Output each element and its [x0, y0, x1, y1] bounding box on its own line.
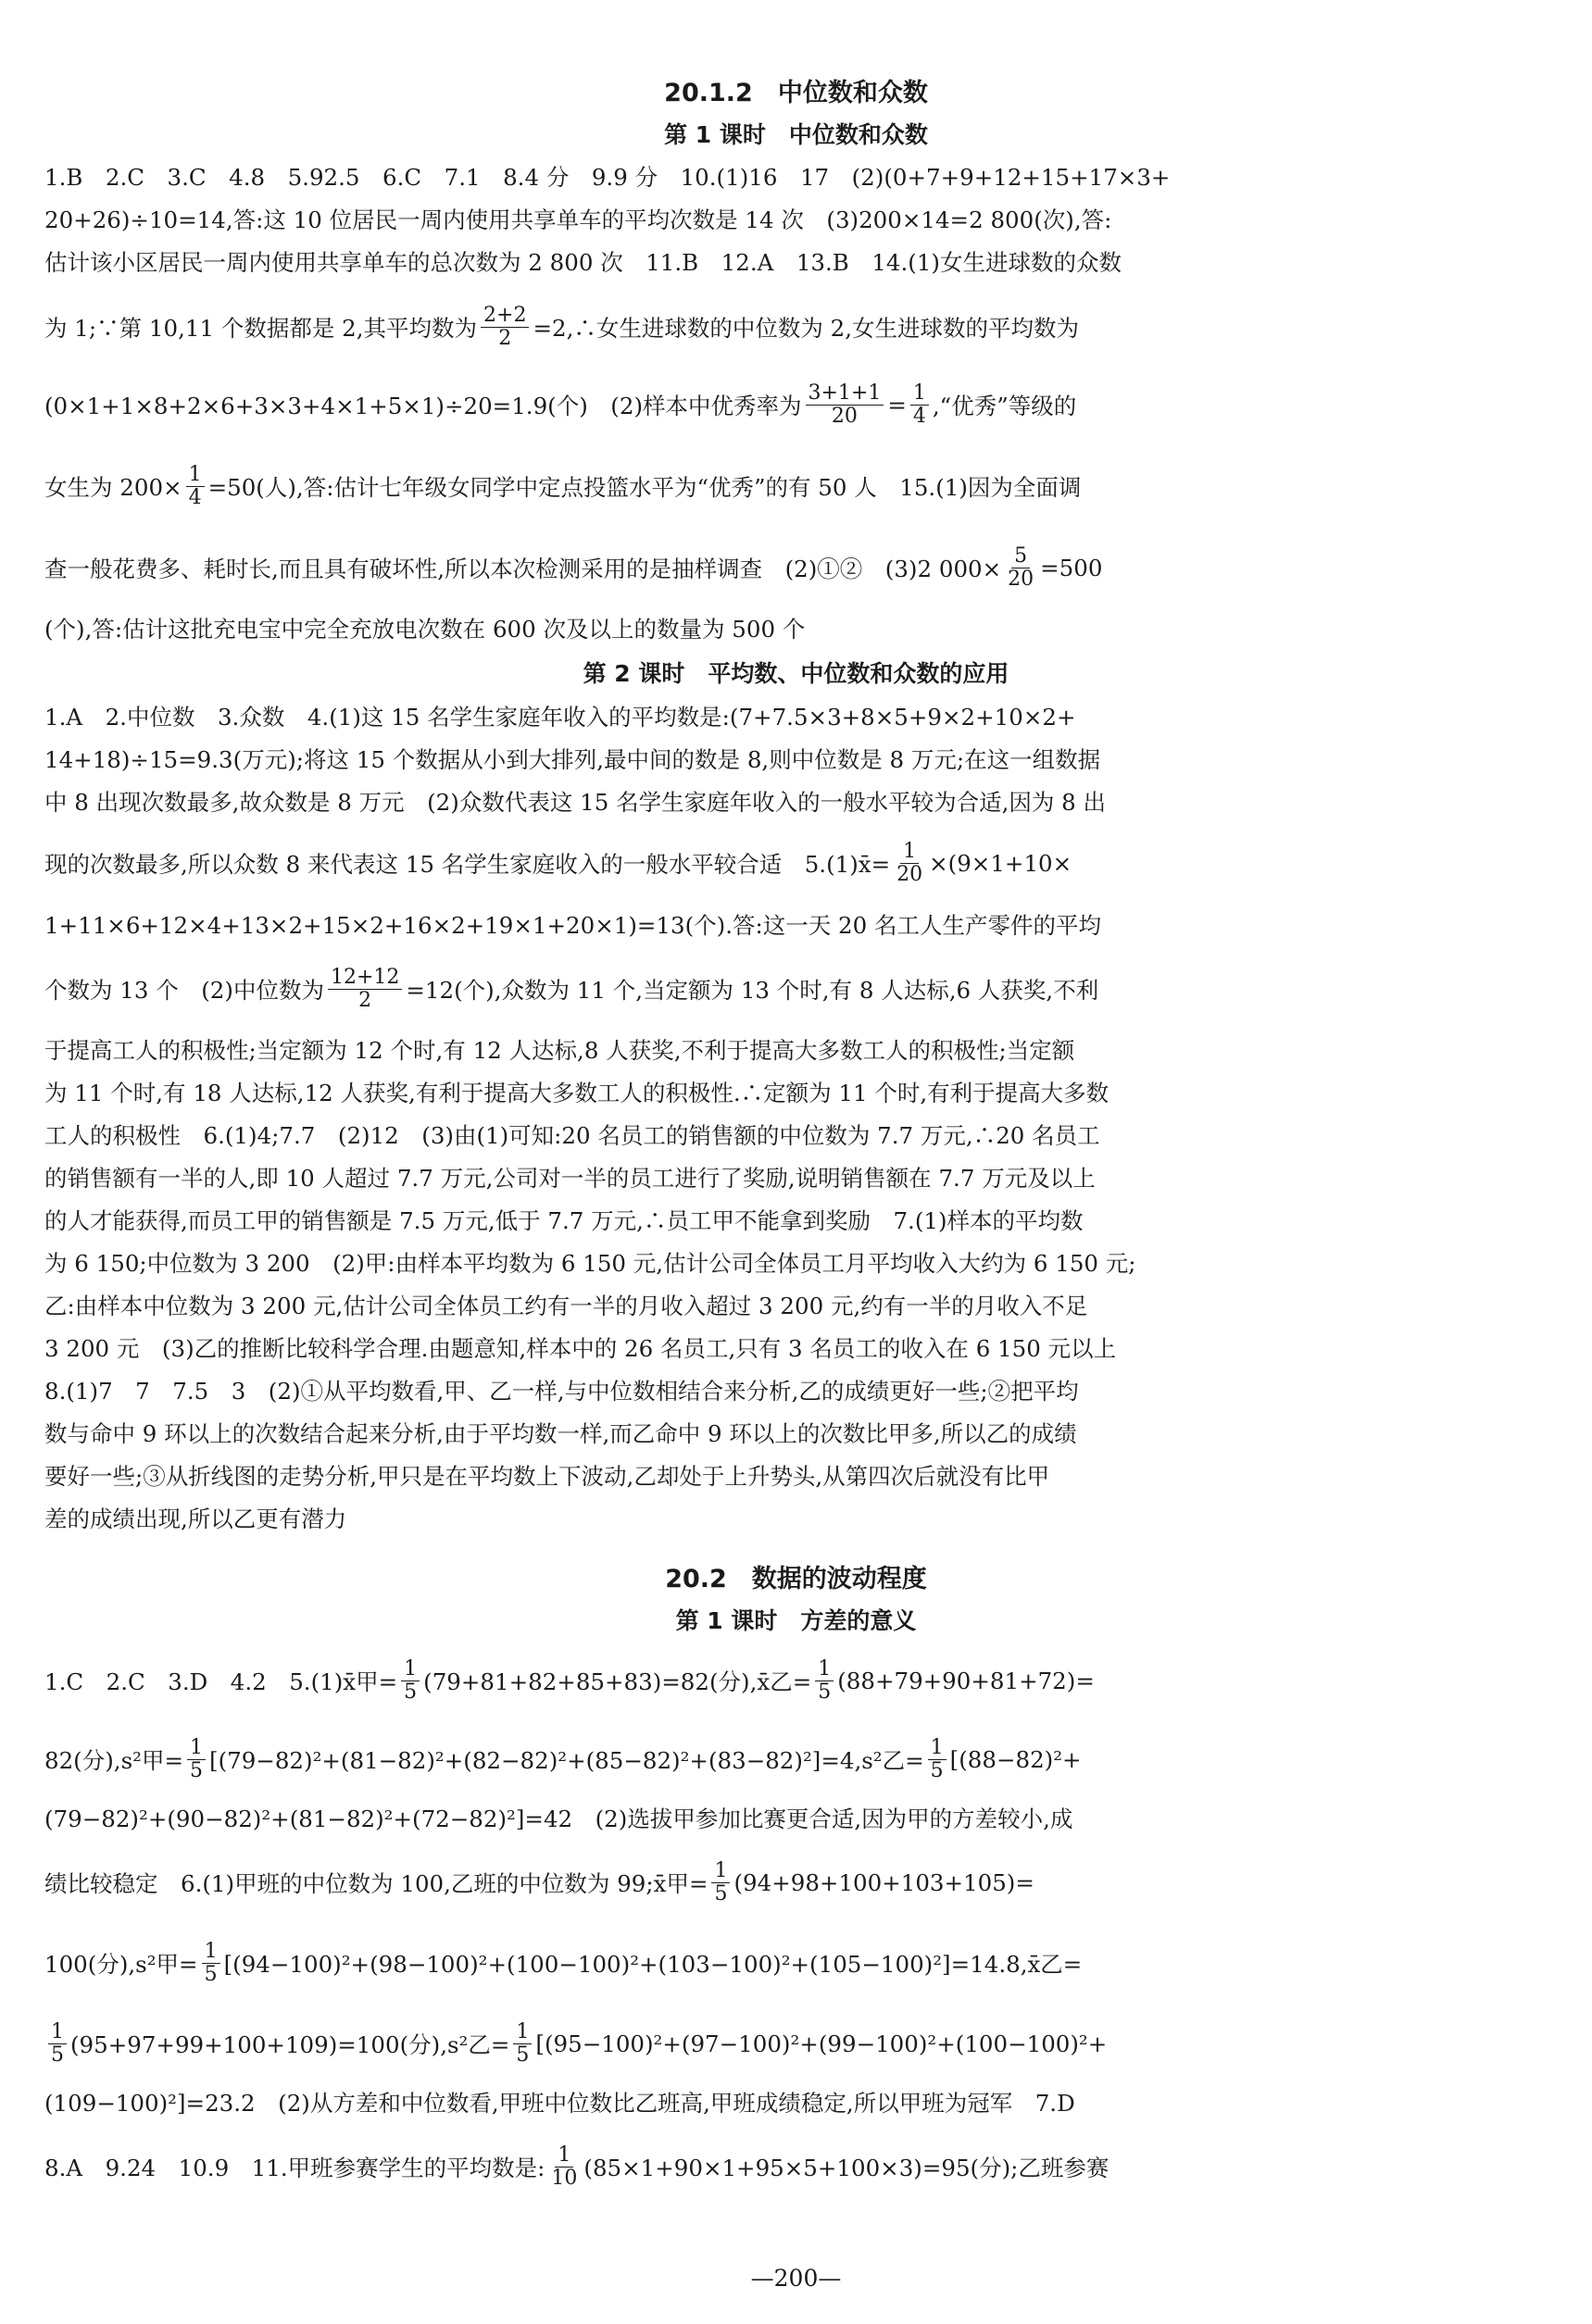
- text-segment: 8.A 9.24 10.9 11.甲班参赛学生的平均数是:: [44, 2154, 545, 2181]
- text-line: 1.B 2.C 3.C 4.8 5.92.5 6.C 7.1 8.4 分 9.9 分 10.(1)16 17 (2)(0+7+9+12+15+17×3+: [44, 164, 1171, 191]
- lesson-title-2: 第 2 课时 平均数、中位数和众数的应用: [583, 660, 1009, 687]
- denominator: 5: [714, 1881, 728, 1905]
- numerator: 1: [555, 2144, 573, 2167]
- text-line: 1.A 2.中位数 3.众数 4.(1)这 15 名学生家庭年收入的平均数是:(7+7.5×3+8×5+9×2+10×2+: [44, 704, 1076, 731]
- numerator: 2+2: [481, 305, 529, 327]
- fraction: [513, 2021, 532, 2065]
- text-segment: [(94−100)²+(98−100)²+(100−100)²+(103−100)²+(105−100)²]=14.8,x̄乙=: [223, 1950, 1083, 1978]
- denominator: 5: [204, 1962, 218, 1986]
- text-line: 数与命中 9 环以上的次数结合起来分析,由于平均数一样,而乙命中 9 环以上的次数比甲多,所以乙的成绩: [44, 1420, 1077, 1447]
- denominator: 5: [190, 1758, 204, 1782]
- text-segment: 绩比较稳定 6.(1)甲班的中位数为 100,乙班的中位数为 99;x̄甲=: [44, 1869, 708, 1897]
- lesson-title-1: 第 1 课时 中位数和众数: [664, 121, 928, 148]
- fraction: [910, 382, 929, 426]
- text-line: 乙:由样本中位数为 3 200 元,估计公司全体员工约有一半的月收入超过 3 200 元,约有一半的月收入不足: [44, 1293, 1088, 1319]
- text-line: 的人才能获得,而员工甲的销售额是 7.5 万元,低于 7.7 万元,∴员工甲不能拿到奖励 7.(1)样本的平均数: [44, 1207, 1084, 1234]
- text-line-with-fraction: [44, 831, 1489, 895]
- text-line-with-fraction: [44, 454, 1489, 519]
- text-line-with-fraction: [44, 535, 1489, 600]
- fraction: [894, 841, 925, 884]
- fraction: [481, 305, 529, 348]
- text-line: (79−82)²+(90−82)²+(81−82)²+(72−82)²]=42 (2)选拔甲参加比赛更合适,因为甲的方差较小,成: [44, 1805, 1073, 1832]
- text-line: 8.(1)7 7 7.5 3 (2)①从平均数看,甲、乙一样,与中位数相结合来分析,乙的成绩更好一些;②把平均: [44, 1378, 1079, 1405]
- lesson-title-variance: 第 1 课时 方差的意义: [675, 1607, 917, 1634]
- page-number: —200—: [750, 2265, 842, 2292]
- denominator: 10: [551, 2166, 578, 2190]
- denominator: 4: [188, 485, 202, 509]
- numerator: 1: [186, 464, 205, 486]
- fraction: [1005, 545, 1036, 589]
- text-line: 中 8 出现次数最多,故众数是 8 万元 (2)众数代表这 15 名学生家庭年收入的一般水平较为合适,因为 8 出: [44, 789, 1107, 816]
- text-line-with-fraction: [44, 1850, 1489, 1915]
- text-line-with-fraction: [44, 1930, 1489, 1995]
- denominator: 20: [831, 404, 858, 428]
- denominator: 5: [516, 2043, 530, 2067]
- text-line-with-fraction: [44, 956, 1489, 1021]
- text-line-with-fraction: [44, 2134, 1489, 2199]
- text-segment: (0×1+1×8+2×6+3×3+4×1+5×1)÷20=1.9(个) (2)样本中优秀率为: [44, 392, 802, 419]
- text-segment: =2,∴女生进球数的中位数为 2,女生进球数的平均数为: [533, 314, 1080, 342]
- denominator: 2: [358, 988, 372, 1012]
- text-segment: ×(9×1+10×: [929, 849, 1072, 877]
- denominator: 4: [912, 404, 926, 428]
- text-line: 为 6 150;中位数为 3 200 (2)甲:由样本平均数为 6 150 元,估计公司全体员工月平均收入大约为 6 150 元;: [44, 1250, 1136, 1277]
- text-segment: =12(个),众数为 11 个,当定额为 13 个时,有 8 人达标,6 人获奖,不利: [406, 976, 1099, 1004]
- fraction: [928, 1737, 946, 1780]
- text-segment: (95+97+99+100+109)=100(分),s²乙=: [70, 2030, 510, 2058]
- numerator: 5: [1011, 545, 1030, 568]
- denominator: 5: [818, 1680, 832, 1704]
- text-line: 要好一些;③从折线图的走势分析,甲只是在平均数上下波动,乙却处于上升势头,从第四次后就没有比甲: [44, 1463, 1050, 1490]
- text-line: 3 200 元 (3)乙的推断比较科学合理.由题意知,样本中的 26 名员工,只有 3 名员工的收入在 6 150 元以上: [44, 1335, 1117, 1362]
- numerator: 1: [815, 1658, 834, 1681]
- text-segment: (85×1+90×1+95×5+100×3)=95(分);乙班参赛: [583, 2154, 1109, 2181]
- text-line: 14+18)÷15=9.3(万元);将这 15 个数据从小到大排列,最中间的数是 8,则中位数是 8 万元;在这一组数据: [44, 746, 1101, 773]
- denominator: 5: [51, 2043, 64, 2067]
- text-segment: [(79−82)²+(81−82)²+(82−82)²+(85−82)²+(83−82)²]=4,s²乙=: [209, 1746, 924, 1774]
- numerator: 1: [910, 382, 929, 405]
- text-line: (109−100)²]=23.2 (2)从方差和中位数看,甲班中位数比乙班高,甲班成绩稳定,所以甲班为冠军 7.D: [44, 2090, 1075, 2117]
- text-segment: 现的次数最多,所以众数 8 来代表这 15 名学生家庭收入的一般水平较合适 5.(1)x̄=: [44, 850, 891, 878]
- numerator: 1: [711, 1860, 730, 1882]
- text-line-with-fraction: [44, 372, 1489, 437]
- text-segment: 82(分),s²甲=: [44, 1746, 184, 1774]
- text-line-with-fraction: [44, 1648, 1489, 1713]
- text-segment: 1.C 2.C 3.D 4.2 5.(1)x̄甲=: [44, 1668, 398, 1695]
- text-line: (个),答:估计这批充电宝中完全充放电次数在 600 次及以上的数量为 500 个: [44, 616, 806, 643]
- text-line: 20+26)÷10=14,答:这 10 位居民一周内使用共享单车的平均次数是 14 次 (3)200×14=2 800(次),答:: [44, 206, 1112, 233]
- text-segment: ,“优秀”等级的: [932, 392, 1077, 419]
- fraction: [806, 382, 884, 426]
- numerator: 1: [928, 1737, 946, 1759]
- text-segment: (88+79+90+81+72)=: [837, 1667, 1095, 1694]
- fraction: [815, 1658, 834, 1702]
- text-segment: 为 1;∵第 10,11 个数据都是 2,其平均数为: [44, 314, 478, 342]
- fraction: [328, 967, 402, 1010]
- fraction: [548, 2144, 580, 2188]
- text-segment: 女生为 200×: [44, 473, 182, 501]
- numerator: 1: [202, 1941, 220, 1963]
- text-line: 估计该小区居民一周内使用共享单车的总次数为 2 800 次 11.B 12.A 13.B 14.(1)女生进球数的众数: [44, 249, 1122, 276]
- text-segment: =500: [1040, 554, 1103, 581]
- text-line-with-fraction: [44, 294, 1489, 359]
- section-title-20-2: 20.2 数据的波动程度: [665, 1565, 927, 1593]
- text-segment: =: [887, 391, 907, 419]
- text-segment: 个数为 13 个 (2)中位数为: [44, 976, 324, 1004]
- text-segment: 查一般花费多、耗时长,而且具有破坏性,所以本次检测采用的是抽样调查 (2)①② (3)2 000×: [44, 555, 1002, 582]
- text-segment: [(88−82)²+: [949, 1745, 1082, 1773]
- numerator: 12+12: [328, 967, 402, 989]
- numerator: 3+1+1: [806, 382, 884, 405]
- text-line: 的销售额有一半的人,即 10 人超过 7.7 万元,公司对一半的员工进行了奖励,说明销售额在 7.7 万元及以上: [44, 1165, 1096, 1192]
- numerator: 1: [900, 841, 919, 863]
- fraction: [202, 1941, 220, 1984]
- fraction: [401, 1658, 420, 1702]
- text-line: 于提高工人的积极性;当定额为 12 个时,有 12 人达标,8 人获奖,不利于提高大多数工人的积极性;当定额: [44, 1037, 1075, 1064]
- text-segment: =50(人),答:估计七年级女同学中定点投篮水平为“优秀”的有 50 人 15.(1)因为全面调: [207, 473, 1082, 501]
- numerator: 1: [401, 1658, 420, 1681]
- numerator: 1: [187, 1737, 206, 1759]
- text-line-with-fraction: [44, 1727, 1489, 1792]
- fraction: [48, 2021, 67, 2065]
- text-segment: (79+81+82+85+83)=82(分),x̄乙=: [423, 1668, 812, 1695]
- text-line: 工人的积极性 6.(1)4;7.7 (2)12 (3)由(1)可知:20 名员工的销售额的中位数为 7.7 万元,∴20 名员工: [44, 1122, 1100, 1149]
- text-line: 为 11 个时,有 18 人达标,12 人获奖,有利于提高大多数工人的积极性.∴定额为 11 个时,有利于提高大多数: [44, 1080, 1109, 1106]
- fraction: [711, 1860, 730, 1904]
- denominator: 20: [1008, 567, 1034, 591]
- text-segment: (94+98+100+103+105)=: [733, 1868, 1034, 1896]
- denominator: 20: [896, 862, 923, 886]
- text-line: 1+11×6+12×4+13×2+15×2+16×2+19×1+20×1)=13(个).答:这一天 20 名工人生产零件的平均: [44, 912, 1101, 939]
- denominator: 5: [930, 1758, 944, 1782]
- fraction: [186, 464, 205, 507]
- numerator: 1: [513, 2021, 532, 2043]
- text-segment: [(95−100)²+(97−100)²+(99−100)²+(100−100)²+: [535, 2030, 1108, 2057]
- numerator: 1: [48, 2021, 67, 2043]
- denominator: 2: [498, 326, 512, 350]
- fraction: [187, 1737, 206, 1780]
- text-line-with-fraction: [44, 2011, 1489, 2076]
- denominator: 5: [404, 1680, 418, 1704]
- text-line: 差的成绩出现,所以乙更有潜力: [44, 1506, 347, 1532]
- text-segment: 100(分),s²甲=: [44, 1950, 198, 1978]
- section-title-20-1-2: 20.1.2 中位数和众数: [664, 79, 928, 107]
